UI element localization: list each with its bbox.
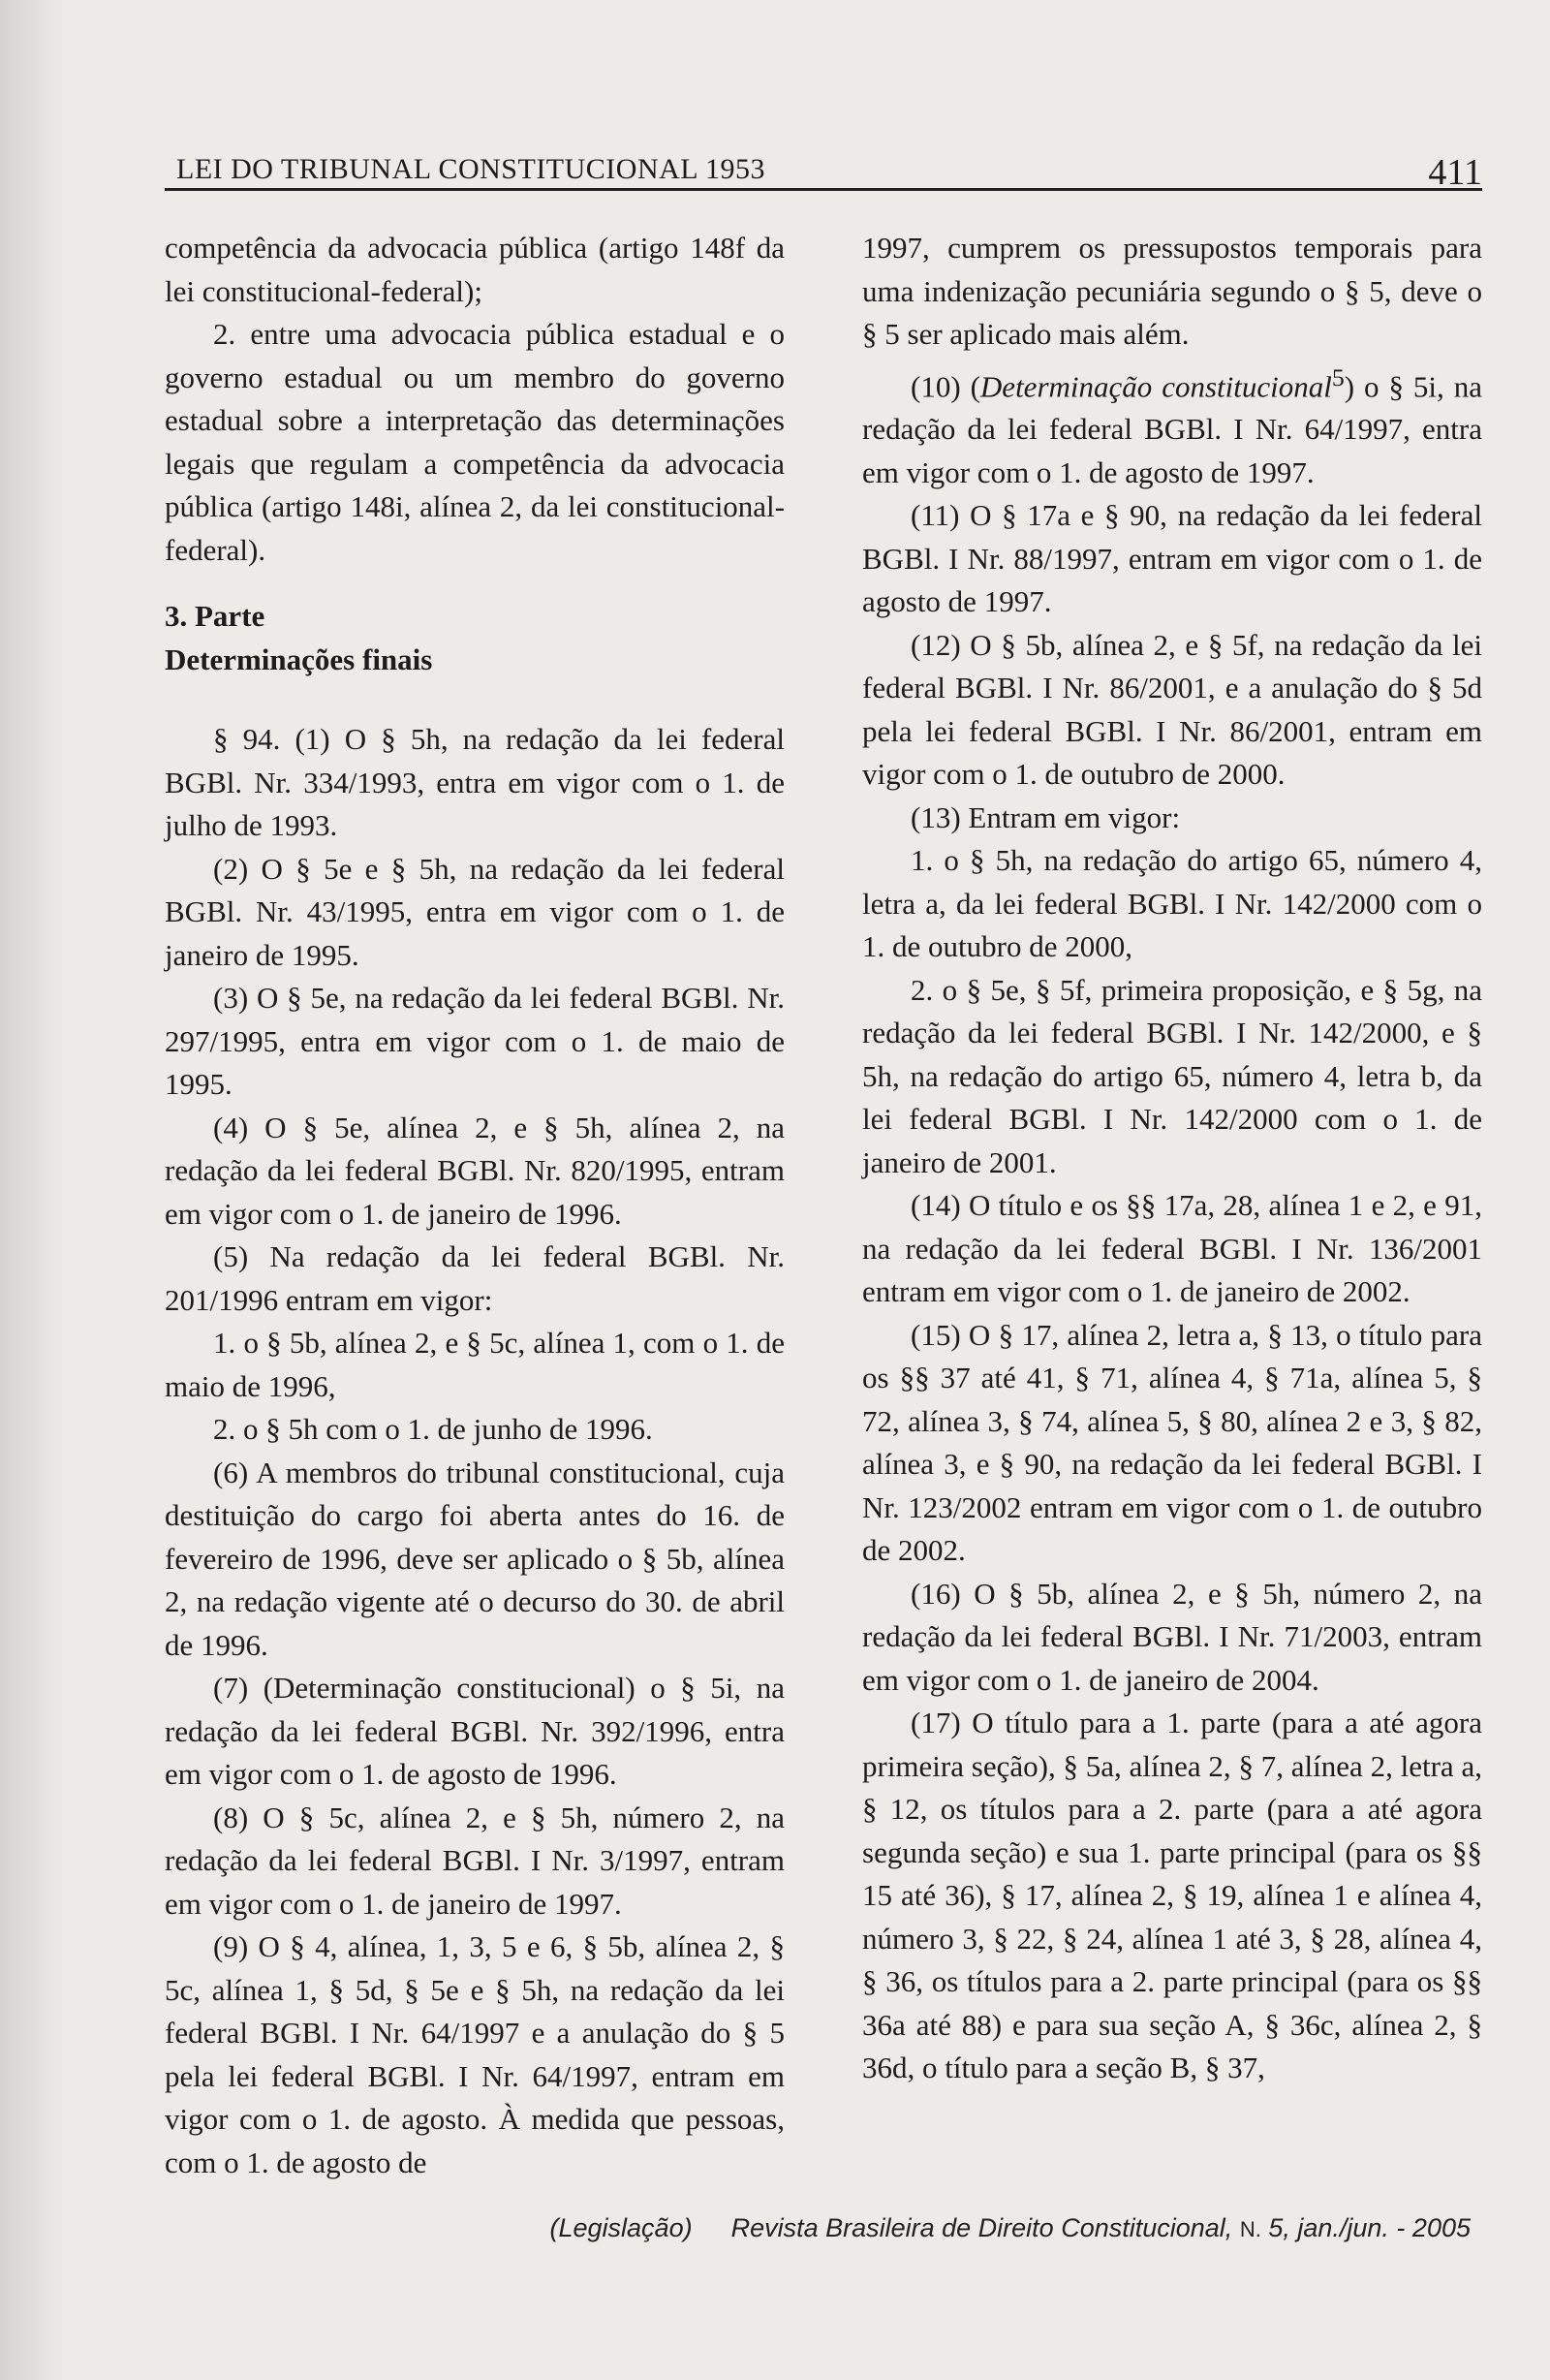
paragraph: (5) Na redação da lei federal BGBl. Nr. 201/1996 entram em vigor: (165, 1239, 785, 1317)
paragraph: (15) O § 17, alínea 2, letra a, § 13, o título para os §§ 37 até 41, § 71, alínea 4, § 71a, alínea 5, § 72, alínea 3, § 74, alínea 5, § 80, alínea 2 e 3, § 82, alínea 3, e § 90, na redação da lei federal BGBl. I Nr. 123/2002 entram em vigor com o 1. de outubro de 2002. (862, 1317, 1482, 1568)
paragraph: (12) O § 5b, alínea 2, e § 5f, na redação da lei federal BGBl. I Nr. 86/2001, e a anulação do § 5d pela lei federal BGBl. I Nr. 86/2001, entram em vigor com o 1. de outubro de 2000. (862, 627, 1482, 792)
footer-issue-label: N. (1239, 2217, 1261, 2241)
text-columns (165, 227, 1482, 2184)
paragraph: (7) (Determinação constitucional) o § 5i, na redação da lei federal BGBl. Nr. 392/1996, entra em vigor com o 1. de agosto de 1996. (165, 1671, 785, 1791)
footer-journal: Revista Brasileira de Direito Constitucional, (730, 2213, 1233, 2242)
paragraph: (3) O § 5e, na redação da lei federal BGBl. Nr. 297/1995, entra em vigor com o 1. de maio de 1995. (165, 981, 785, 1101)
page-header (165, 145, 1482, 191)
page-footer (231, 2213, 1471, 2243)
paragraph-continuation: 1997, cumprem os pressupostos temporais para uma indenização pecuniária segundo o § 5, deve o § 5 ser aplicado mais além. (862, 231, 1482, 351)
left-column (165, 227, 785, 2184)
running-title: LEI DO TRIBUNAL CONSTITUCIONAL 1953 (176, 153, 766, 185)
paragraph: 2. entre uma advocacia pública estadual e o governo estadual ou um membro do governo estadual sobre a interpretação das determinações legais que regulam a competência da advocacia pública (artigo 148i, alínea 2, da lei constitucional-federal). (165, 317, 785, 567)
text-run: (10) ( (911, 368, 980, 403)
paragraph: (9) O § 4, alínea, 1, 3, 5 e 6, § 5b, alínea 2, § 5c, alínea 1, § 5d, § 5e e § 5h, na redação da lei federal BGBl. I Nr. 64/1997 e a anulação do § 5 pela lei federal BGBl. I Nr. 64/1997, entram em vigor com o 1. de agosto. À medida que pessoas, com o 1. de agosto de (165, 1929, 785, 2179)
paragraph-s94: § 94. (1) O § 5h, na redação da lei federal BGBl. Nr. 334/1993, entra em vigor com o 1. de julho de 1993. (165, 722, 785, 842)
paragraph: competência da advocacia pública (artigo 148f da lei constitucional-federal); (165, 231, 785, 308)
book-spine-shadow (0, 0, 68, 2380)
emphasis: Determinação constitucional (979, 368, 1332, 403)
paragraph: (2) O § 5e e § 5h, na redação da lei federal BGBl. Nr. 43/1995, entra em vigor com o 1. de janeiro de 1995. (165, 851, 785, 972)
list-item: 2. o § 5h com o 1. de junho de 1996. (213, 1412, 653, 1446)
paragraph: (11) O § 17a e § 90, na redação da lei federal BGBl. I Nr. 88/1997, entram em vigor com o 1. de agosto de 1997. (862, 498, 1482, 619)
paragraph: (14) O título e os §§ 17a, 28, alínea 1 e 2, e 91, na redação da lei federal BGBl. I Nr. 136/2001 entram em vigor com o 1. de janeiro de 2002. (862, 1188, 1482, 1309)
footer-section: (Legislação) (549, 2213, 693, 2242)
paragraph: (4) O § 5e, alínea 2, e § 5h, alínea 2, na redação da lei federal BGBl. Nr. 820/1995, entram em vigor com o 1. de janeiro de 1996. (165, 1110, 785, 1231)
right-column (862, 227, 1482, 2184)
list-item: 1. o § 5h, na redação do artigo 65, número 4, letra a, da lei federal BGBl. I Nr. 142/2000 com o 1. de outubro de 2000, (862, 843, 1482, 964)
paragraph: (6) A membros do tribunal constitucional, cuja destituição do cargo foi aberta antes do 16. de fevereiro de 1996, deve ser aplicado o § 5b, alínea 2, na redação vigente até o decurso do 30. de abril de 1996. (165, 1455, 785, 1662)
section-title: Determinações finais (165, 642, 433, 676)
document-page (165, 145, 1482, 2179)
list-item: 1. o § 5b, alínea 2, e § 5c, alínea 1, com o 1. de maio de 1996, (165, 1326, 785, 1403)
paragraph: (13) Entram em vigor: (911, 799, 1181, 834)
section-number: 3. Parte (165, 599, 265, 633)
text-run: ) o § 5i, na redação da lei federal BGBl. I Nr. 64/1997, entra em vigor com o 1. de agosto de 1997. (862, 368, 1482, 489)
page-number: 411 (1428, 152, 1482, 193)
paragraph: (17) O título para a 1. parte (para a até agora primeira seção), § 5a, alínea 2, § 7, alínea 2, letra a, § 12, os títulos para a 2. parte (para a até agora segunda seção) e sua 1. parte principal (para os §§ 15 até 36), § 17, alínea 2, § 19, alínea 1 e alínea 4, número 3, § 22, § 24, alínea 1 até 3, § 28, alínea 4, § 36, os títulos para a 2. parte principal (para os §§ 36a até 88) e para sua seção A, § 36c, alínea 2, § 36d, o título para a seção B, § 37, (862, 1706, 1482, 2085)
list-item: 2. o § 5e, § 5f, primeira proposição, e § 5g, na redação da lei federal BGBl. I Nr. 142/2000, e § 5h, na redação do artigo 65, número 4, letra b, da lei federal BGBl. I Nr. 142/2000 com o 1. de janeiro de 2001. (862, 972, 1482, 1179)
footnote-marker: 5 (1331, 362, 1345, 391)
footer-issue: 5, jan./jun. - 2005 (1268, 2213, 1471, 2242)
paragraph (862, 357, 1482, 495)
paragraph: (8) O § 5c, alínea 2, e § 5h, número 2, na redação da lei federal BGBl. I Nr. 3/1997, entram em vigor com o 1. de janeiro de 1997. (165, 1800, 785, 1921)
paragraph: (16) O § 5b, alínea 2, e § 5h, número 2, na redação da lei federal BGBl. I Nr. 71/2003, entram em vigor com o 1. de janeiro de 2004. (862, 1576, 1482, 1697)
